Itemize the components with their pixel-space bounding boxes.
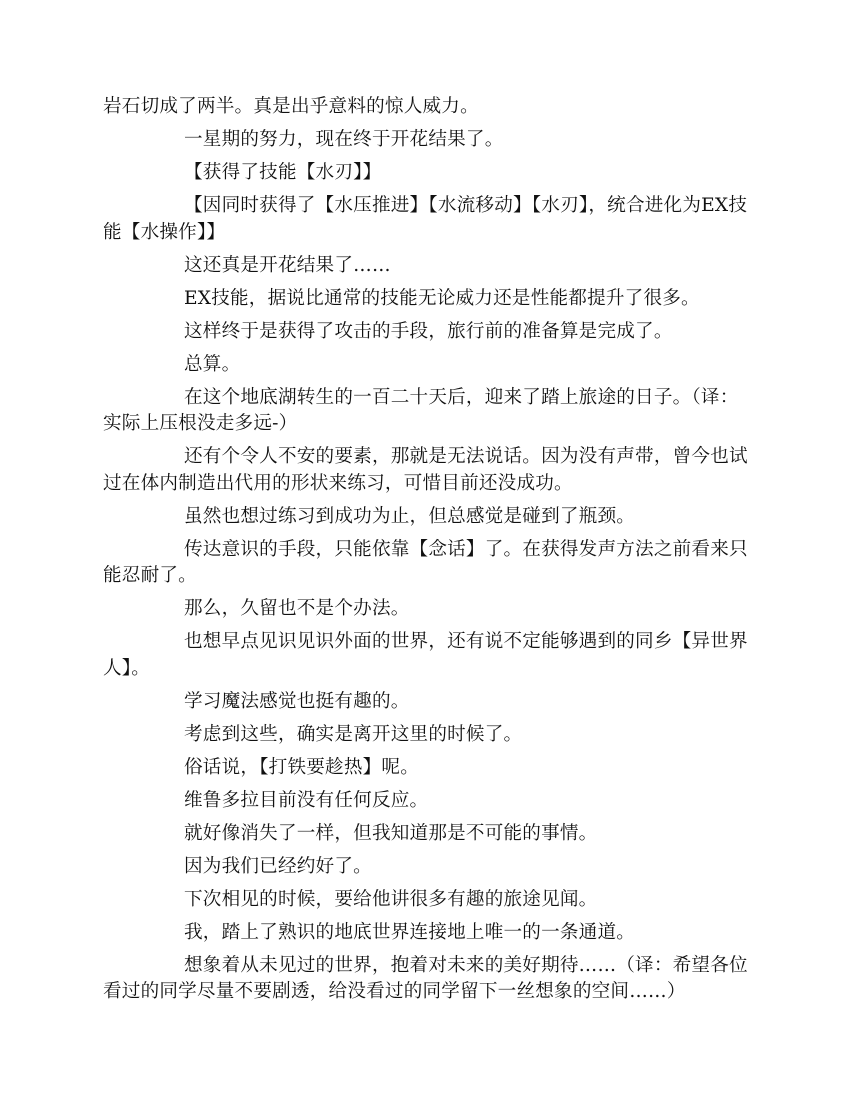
paragraph: 总算。 — [184, 353, 241, 375]
paragraph: 就好像消失了一样，但我知道那是不可能的事情。 — [184, 822, 598, 844]
paragraph: 俗话说，【打铁要趁热】呢。 — [184, 756, 420, 778]
paragraph: 【因同时获得了【水压推进】【水流移动】【水刃】，统合进化为EX技能【水操作】】 — [103, 195, 748, 243]
paragraph: 学习魔法感觉也挺有趣的。 — [184, 690, 410, 712]
paragraph: 传达意识的手段，只能依靠【念话】了。在获得发声方法之前看来只能忍耐了。 — [103, 538, 748, 586]
paragraph: 我，踏上了熟识的地底世界连接地上唯一的一条通道。 — [184, 921, 636, 943]
paragraph: 还有个令人不安的要素，那就是无法说话。因为没有声带，曾今也试过在体内制造出代用的形状来练习，可惜目前还没成功。 — [103, 446, 748, 494]
paragraph: 一星期的努力，现在终于开花结果了。 — [184, 129, 504, 150]
document-body — [103, 94, 748, 1012]
paragraph: 岩石切成了两半。真是出乎意料的惊人威力。 — [103, 96, 479, 117]
paragraph: 下次相见的时候，要给他讲很多有趣的旅途见闻。 — [184, 888, 598, 910]
paragraph: 那么，久留也不是个办法。 — [184, 598, 410, 619]
paragraph: 也想早点见识见识外面的世界，还有说不定能够遇到的同乡【异世界人】。 — [103, 631, 748, 679]
paragraph: 因为我们已经约好了。 — [184, 855, 372, 877]
paragraph: 虽然也想过练习到成功为止，但总感觉是碰到了瓶颈。 — [184, 505, 636, 527]
paragraph: 想象着从未见过的世界，抱着对未来的美好期待……（译：希望各位看过的同学尽量不要剧透，给没看过的同学留下一丝想象的空间……） — [103, 954, 748, 1002]
paragraph: 在这个地底湖转生的一百二十天后，迎来了踏上旅途的日子。（译：实际上压根没走多远-） — [103, 386, 739, 434]
paragraph: EX技能，据说比通常的技能无论威力还是性能都提升了很多。 — [184, 287, 700, 309]
paragraph: 这还真是开花结果了…… — [184, 254, 391, 276]
paragraph: 这样终于是获得了攻击的手段，旅行前的准备算是完成了。 — [184, 320, 673, 342]
paragraph: 维鲁多拉目前没有任何反应。 — [184, 789, 429, 811]
paragraph: 【获得了技能【水刃】】 — [184, 162, 382, 183]
paragraph: 考虑到这些，确实是离开这里的时候了。 — [184, 723, 523, 745]
